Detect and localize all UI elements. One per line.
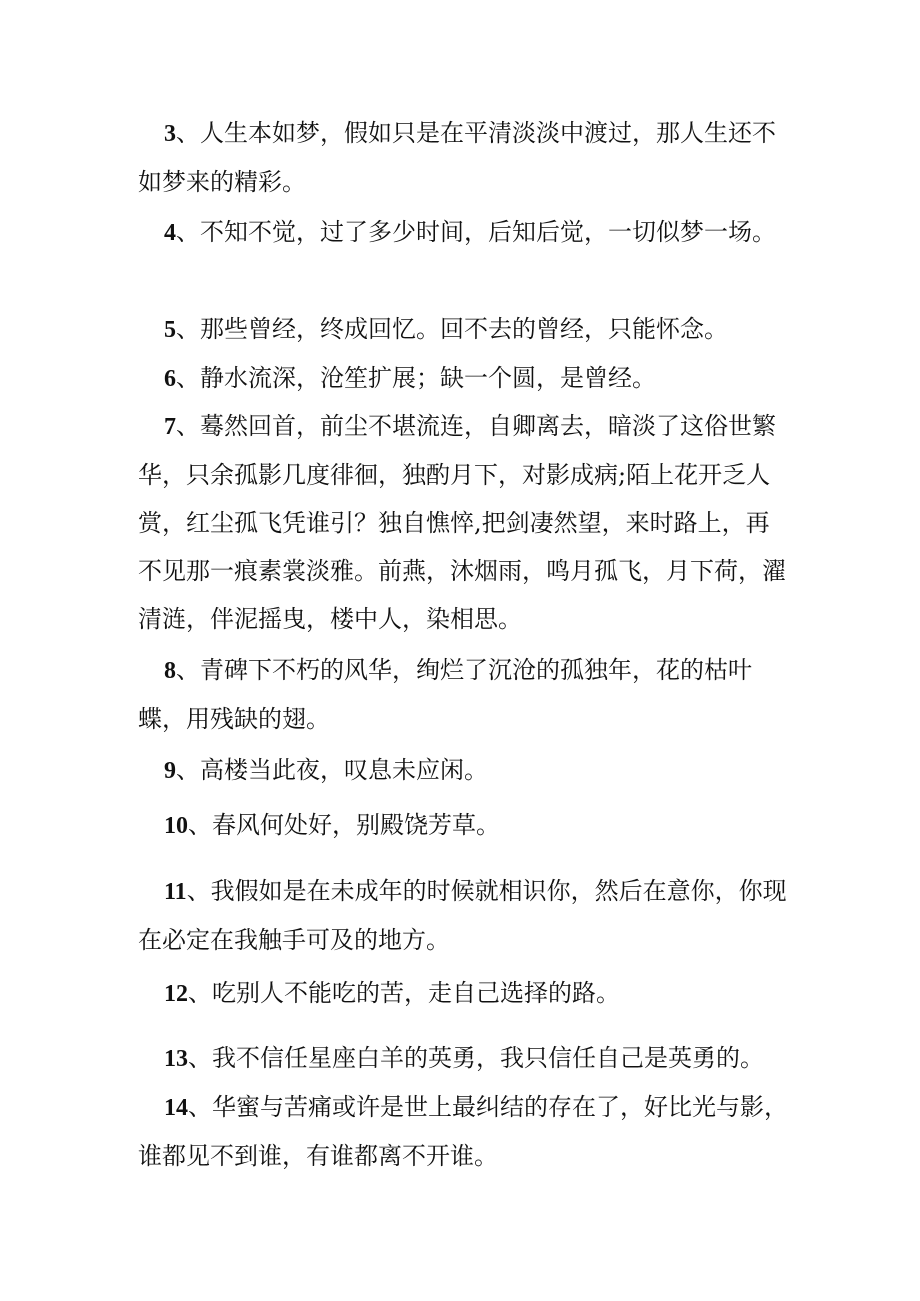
item-number: 5: [164, 317, 176, 343]
item-number: 4: [164, 220, 176, 246]
list-item: [138, 1083, 788, 1180]
list-item: [138, 746, 788, 795]
item-text: 、人生本如梦，假如只是在平清淡淡中渡过，那人生还不如梦来的精彩。: [138, 119, 776, 196]
list-item: [138, 305, 788, 354]
item-text: 、高楼当此夜，叹息未应闲。: [176, 756, 488, 784]
list-item: [138, 109, 788, 206]
list-item: [138, 646, 788, 743]
item-text: 、青碑下不朽的风华，绚烂了沉沧的孤独年，花的枯叶蝶，用残缺的翅。: [138, 656, 752, 733]
item-number: 7: [164, 414, 176, 440]
item-number: 14: [164, 1095, 188, 1121]
list-item: [138, 208, 788, 257]
item-number: 3: [164, 121, 176, 147]
item-number: 6: [164, 366, 176, 392]
list-item: [138, 402, 788, 643]
item-number: 11: [164, 879, 187, 905]
list-item: [138, 969, 788, 1018]
item-number: 12: [164, 981, 188, 1007]
item-text: 、不知不觉，过了多少时间，后知后觉，一切似梦一场。: [176, 218, 776, 246]
item-number: 10: [164, 813, 188, 839]
item-text: 、蓦然回首，前尘不堪流连，自卿离去，暗淡了这俗世繁华，只余孤影几度徘徊，独酌月下，对影成病;陌上花开乏人赏，红尘孤飞凭谁引？独自憔悴,把剑凄然望，来时路上，再不见那一痕素裳淡雅。前燕，沐烟雨，鸣月孤飞，月下荷，濯清涟，伴泥摇曳，楼中人，染相思。: [138, 412, 786, 633]
item-text: 、静水流深，沧笙扩展；缺一个圆，是曾经。: [176, 364, 656, 392]
item-text: 、那些曾经，终成回忆。回不去的曾经，只能怀念。: [176, 315, 728, 343]
list-item: [138, 867, 788, 964]
list-item: [138, 1034, 788, 1083]
item-number: 9: [164, 758, 176, 784]
item-number: 8: [164, 658, 176, 684]
item-number: 13: [164, 1046, 188, 1072]
list-item: [138, 354, 788, 403]
item-text: 、我不信任星座白羊的英勇，我只信任自己是英勇的。: [188, 1044, 764, 1072]
item-text: 、吃别人不能吃的苦，走自己选择的路。: [188, 979, 620, 1007]
item-text: 、春风何处好，别殿饶芳草。: [188, 811, 500, 839]
item-text: 、我假如是在未成年的时候就相识你，然后在意你，你现在必定在我触手可及的地方。: [138, 877, 787, 954]
item-text: 、华蜜与苦痛或许是世上最纠结的存在了，好比光与影，谁都见不到谁，有谁都离不开谁。: [138, 1093, 788, 1170]
list-item: [138, 801, 788, 850]
